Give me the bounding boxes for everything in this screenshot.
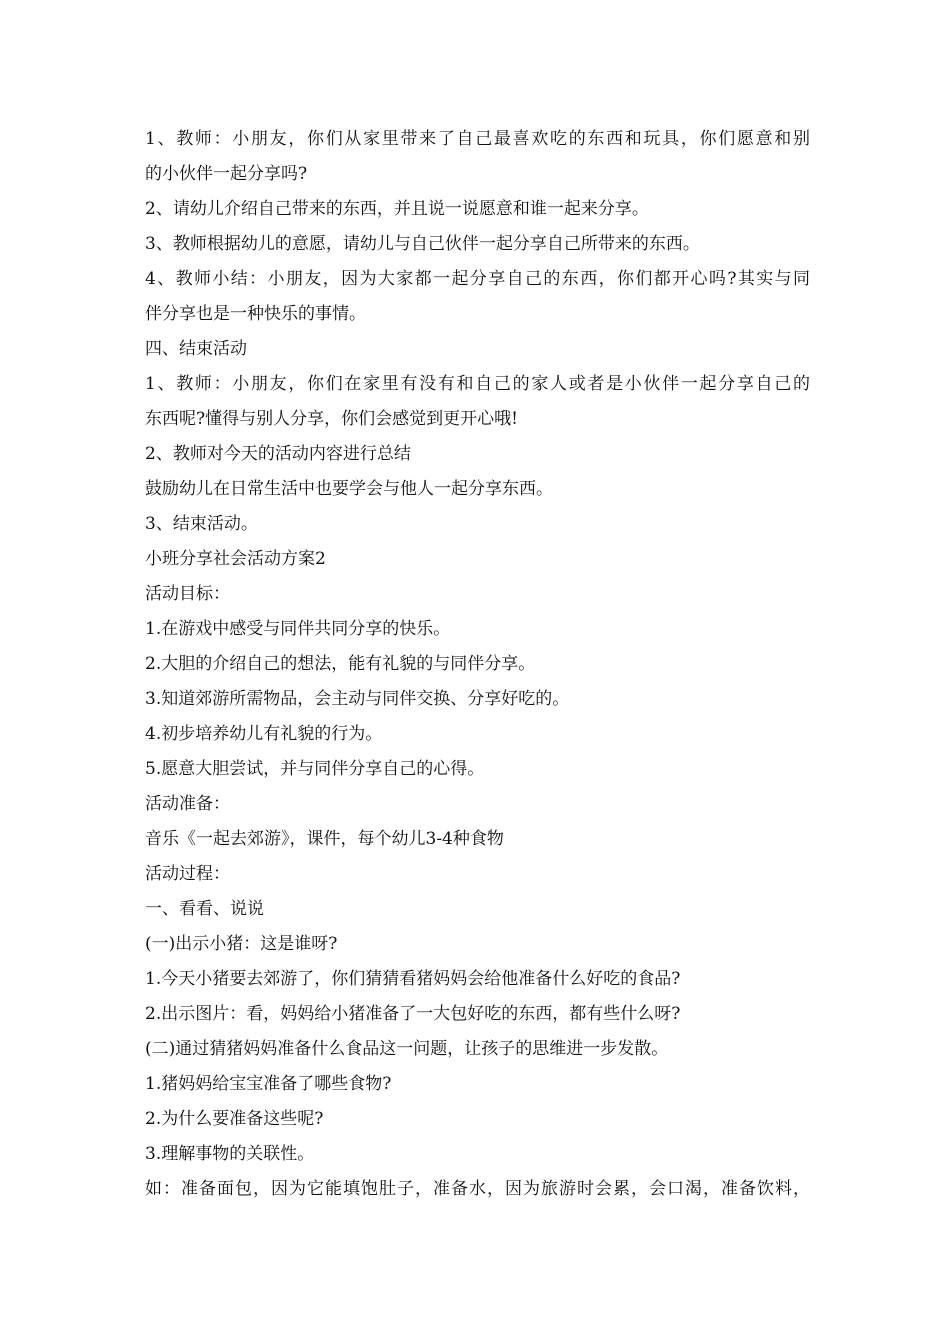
- text-line: 5.愿意大胆尝试，并与同伴分享自己的心得。: [145, 759, 485, 779]
- text-line: (二)通过猜猪妈妈准备什么食品这一问题，让孩子的思维进一步发散。: [145, 1039, 669, 1059]
- text-line: 一、看看、说说: [145, 899, 264, 919]
- text-line: 活动目标：: [145, 584, 230, 604]
- text-line: 1.在游戏中感受与同伴共同分享的快乐。: [145, 619, 451, 639]
- text-line: 2.为什么要准备这些呢?: [145, 1109, 324, 1129]
- text-line: 2.大胆的介绍自己的想法，能有礼貌的与同伴分享。: [145, 654, 536, 674]
- text-line: 2、请幼儿介绍自己带来的东西，并且说一说愿意和谁一起来分享。: [145, 199, 649, 219]
- text-line: 1.今天小猪要去郊游了，你们猜猜看猪妈妈会给他准备什么好吃的食品?: [145, 969, 681, 989]
- text-line: 如：准备面包，因为它能填饱肚子，准备水，因为旅游时会累，会口渴，准备饮料，: [145, 1179, 810, 1199]
- text-line: 3、教师根据幼儿的意愿，请幼儿与自己伙伴一起分享自己所带来的东西。: [145, 234, 700, 254]
- text-line: 3.知道郊游所需物品，会主动与同伴交换、分享好吃的。: [145, 689, 570, 709]
- text-line: 4.初步培养幼儿有礼貌的行为。: [145, 724, 383, 744]
- document-body: [145, 122, 810, 1207]
- text-line: 2.出示图片：看，妈妈给小猪准备了一大包好吃的东西，都有些什么呀?: [145, 1004, 681, 1024]
- text-line: 活动过程：: [145, 864, 230, 884]
- text-line: 活动准备：: [145, 794, 230, 814]
- text-line: 伴分享也是一种快乐的事情。: [145, 304, 366, 324]
- text-line: (一)出示小猪：这是谁呀?: [145, 934, 338, 954]
- text-line: 1、教师：小朋友，你们在家里有没有和自己的家人或者是小伙伴一起分享自己的: [145, 374, 810, 394]
- text-line: 小班分享社会活动方案2: [145, 549, 326, 569]
- text-line: 1、教师：小朋友，你们从家里带来了自己最喜欢吃的东西和玩具，你们愿意和别: [145, 129, 810, 149]
- text-line: 鼓励幼儿在日常生活中也要学会与他人一起分享东西。: [145, 479, 553, 499]
- text-line: 四、结束活动: [145, 339, 247, 359]
- text-line: 3、结束活动。: [145, 514, 258, 534]
- text-line: 音乐《一起去郊游》，课件，每个幼儿3-4种食物: [145, 829, 504, 849]
- text-line: 3.理解事物的关联性。: [145, 1144, 315, 1164]
- text-line: 2、教师对今天的活动内容进行总结: [145, 444, 411, 464]
- text-line: 的小伙伴一起分享吗?: [145, 164, 308, 184]
- text-line: 东西呢?懂得与别人分享，你们会感觉到更开心哦!: [145, 409, 518, 429]
- text-line: 1.猪妈妈给宝宝准备了哪些食物?: [145, 1074, 392, 1094]
- text-line: 4、教师小结：小朋友，因为大家都一起分享自己的东西，你们都开心吗?其实与同: [145, 269, 810, 289]
